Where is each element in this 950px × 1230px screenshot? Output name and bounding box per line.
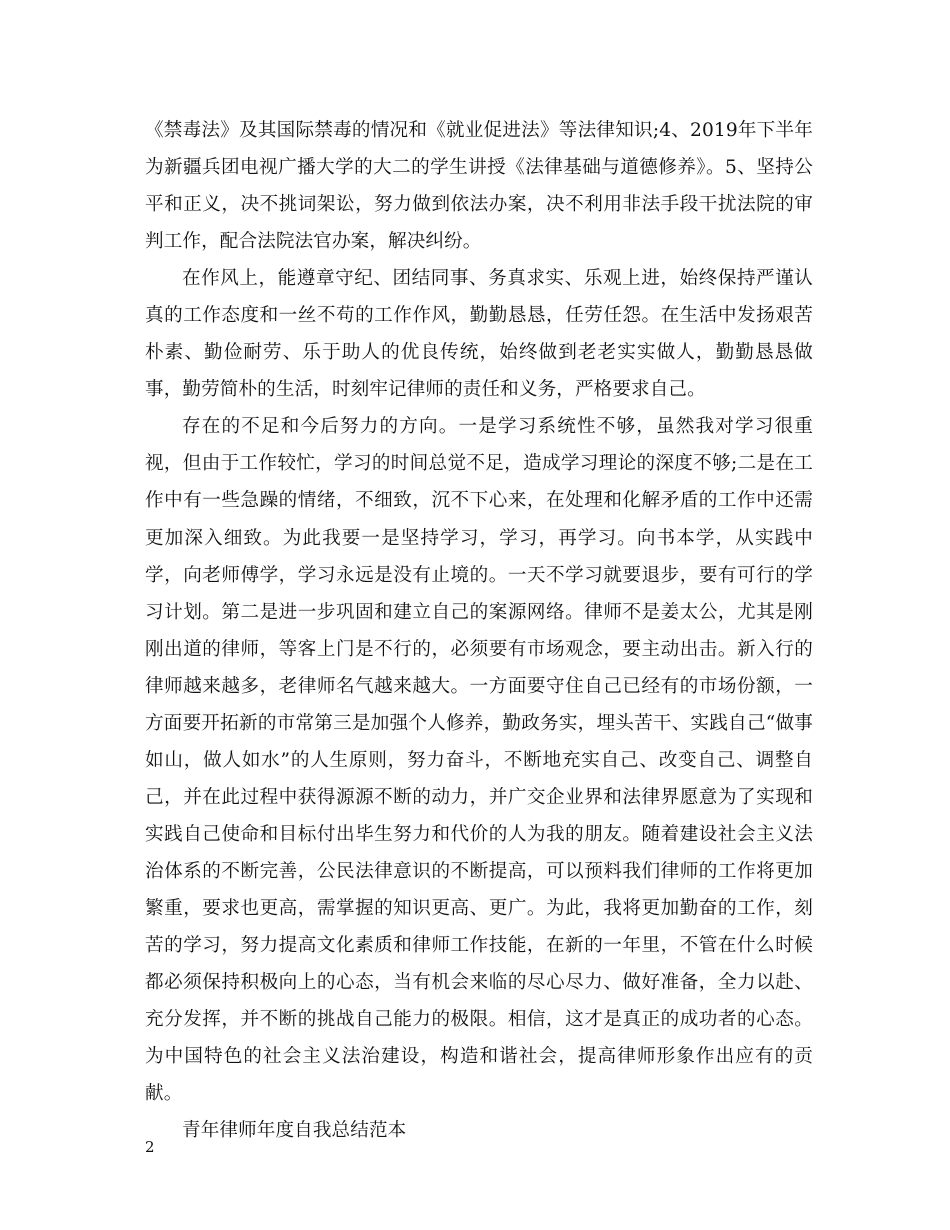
paragraph-work-style: 在作风上，能遵章守纪、团结同事、务真求实、乐观上进，始终保持严谨认真的工作态度和一丝不苟的工作作风，勤勤恳恳，任劳任怨。在生活中发扬艰苦朴素、勤俭耐劳、乐于助人的优良传统，始终做到老老实实做人，勤勤恳恳做事，勤劳简朴的生活，时刻牢记律师的责任和义务，严格要求自己。 bbox=[145, 268, 813, 401]
document-page bbox=[145, 112, 813, 1149]
paragraph-shortcomings: 存在的不足和今后努力的方向。一是学习系统性不够，虽然我对学习很重视，但由于工作较忙，学习的时间总觉不足，造成学习理论的深度不够;二是在工作中有一些急躁的情绪，不细致，沉不下心来，在处理和化解矛盾的工作中还需更加深入细致。为此我要一是坚持学习，学习，再学习。向书本学，从实践中学，向老师傅学，学习永远是没有止境的。一天不学习就要退步，要有可行的学习计划。第二是进一步巩固和建立自己的案源网络。律师不是姜太公，尤其是刚刚出道的律师，等客上门是不行的，必须要有市场观念，要主动出击。新入行的律师越来越多，老律师名气越来越大。一方面要守住自己已经有的市场份额，一方面要开拓新的市常第三是加强个人修养，勤政务实，埋头苦干、实践自己“做事如山，做人如水”的人生原则，努力奋斗，不断地充实自己、改变自己、调整自己，并在此过程中获得源源不断的动力，并广交企业界和法律界愿意为了实现和实践自己使命和目标付出毕生努力和代价的人为我的朋友。随着建设社会主义法治体系的不断完善，公民法律意识的不断提高，可以预料我们律师的工作将更加繁重，要求也更高，需掌握的知识更高、更广。为此，我将更加勤奋的工作，刻苦的学习，努力提高文化素质和律师工作技能，在新的一年里，不管在什么时候都必须保持积极向上的心态，当有机会来临的尽心尽力、做好准备，全力以赴、充分发挥，并不断的挑战自己能力的极限。相信，这才是真正的成功者的心态。为中国特色的社会主义法治建设，构造和谐社会，提高律师形象作出应有的贡献。 bbox=[145, 416, 813, 1105]
paragraph-next-title: 青年律师年度自我总结范本 bbox=[182, 1120, 407, 1142]
paragraph-continuation: 《禁毒法》及其国际禁毒的情况和《就业促进法》等法律知识;4、2019年下半年为新疆兵团电视广播大学的大二的学生讲授《法律基础与道德修养》。5、坚持公平和正义，决不挑词架讼，努力做到依法办案，决不利用非法手段干扰法院的审判工作，配合法院法官办案，解决纠纷。 bbox=[145, 120, 813, 253]
page-number: 2 bbox=[145, 1138, 155, 1156]
